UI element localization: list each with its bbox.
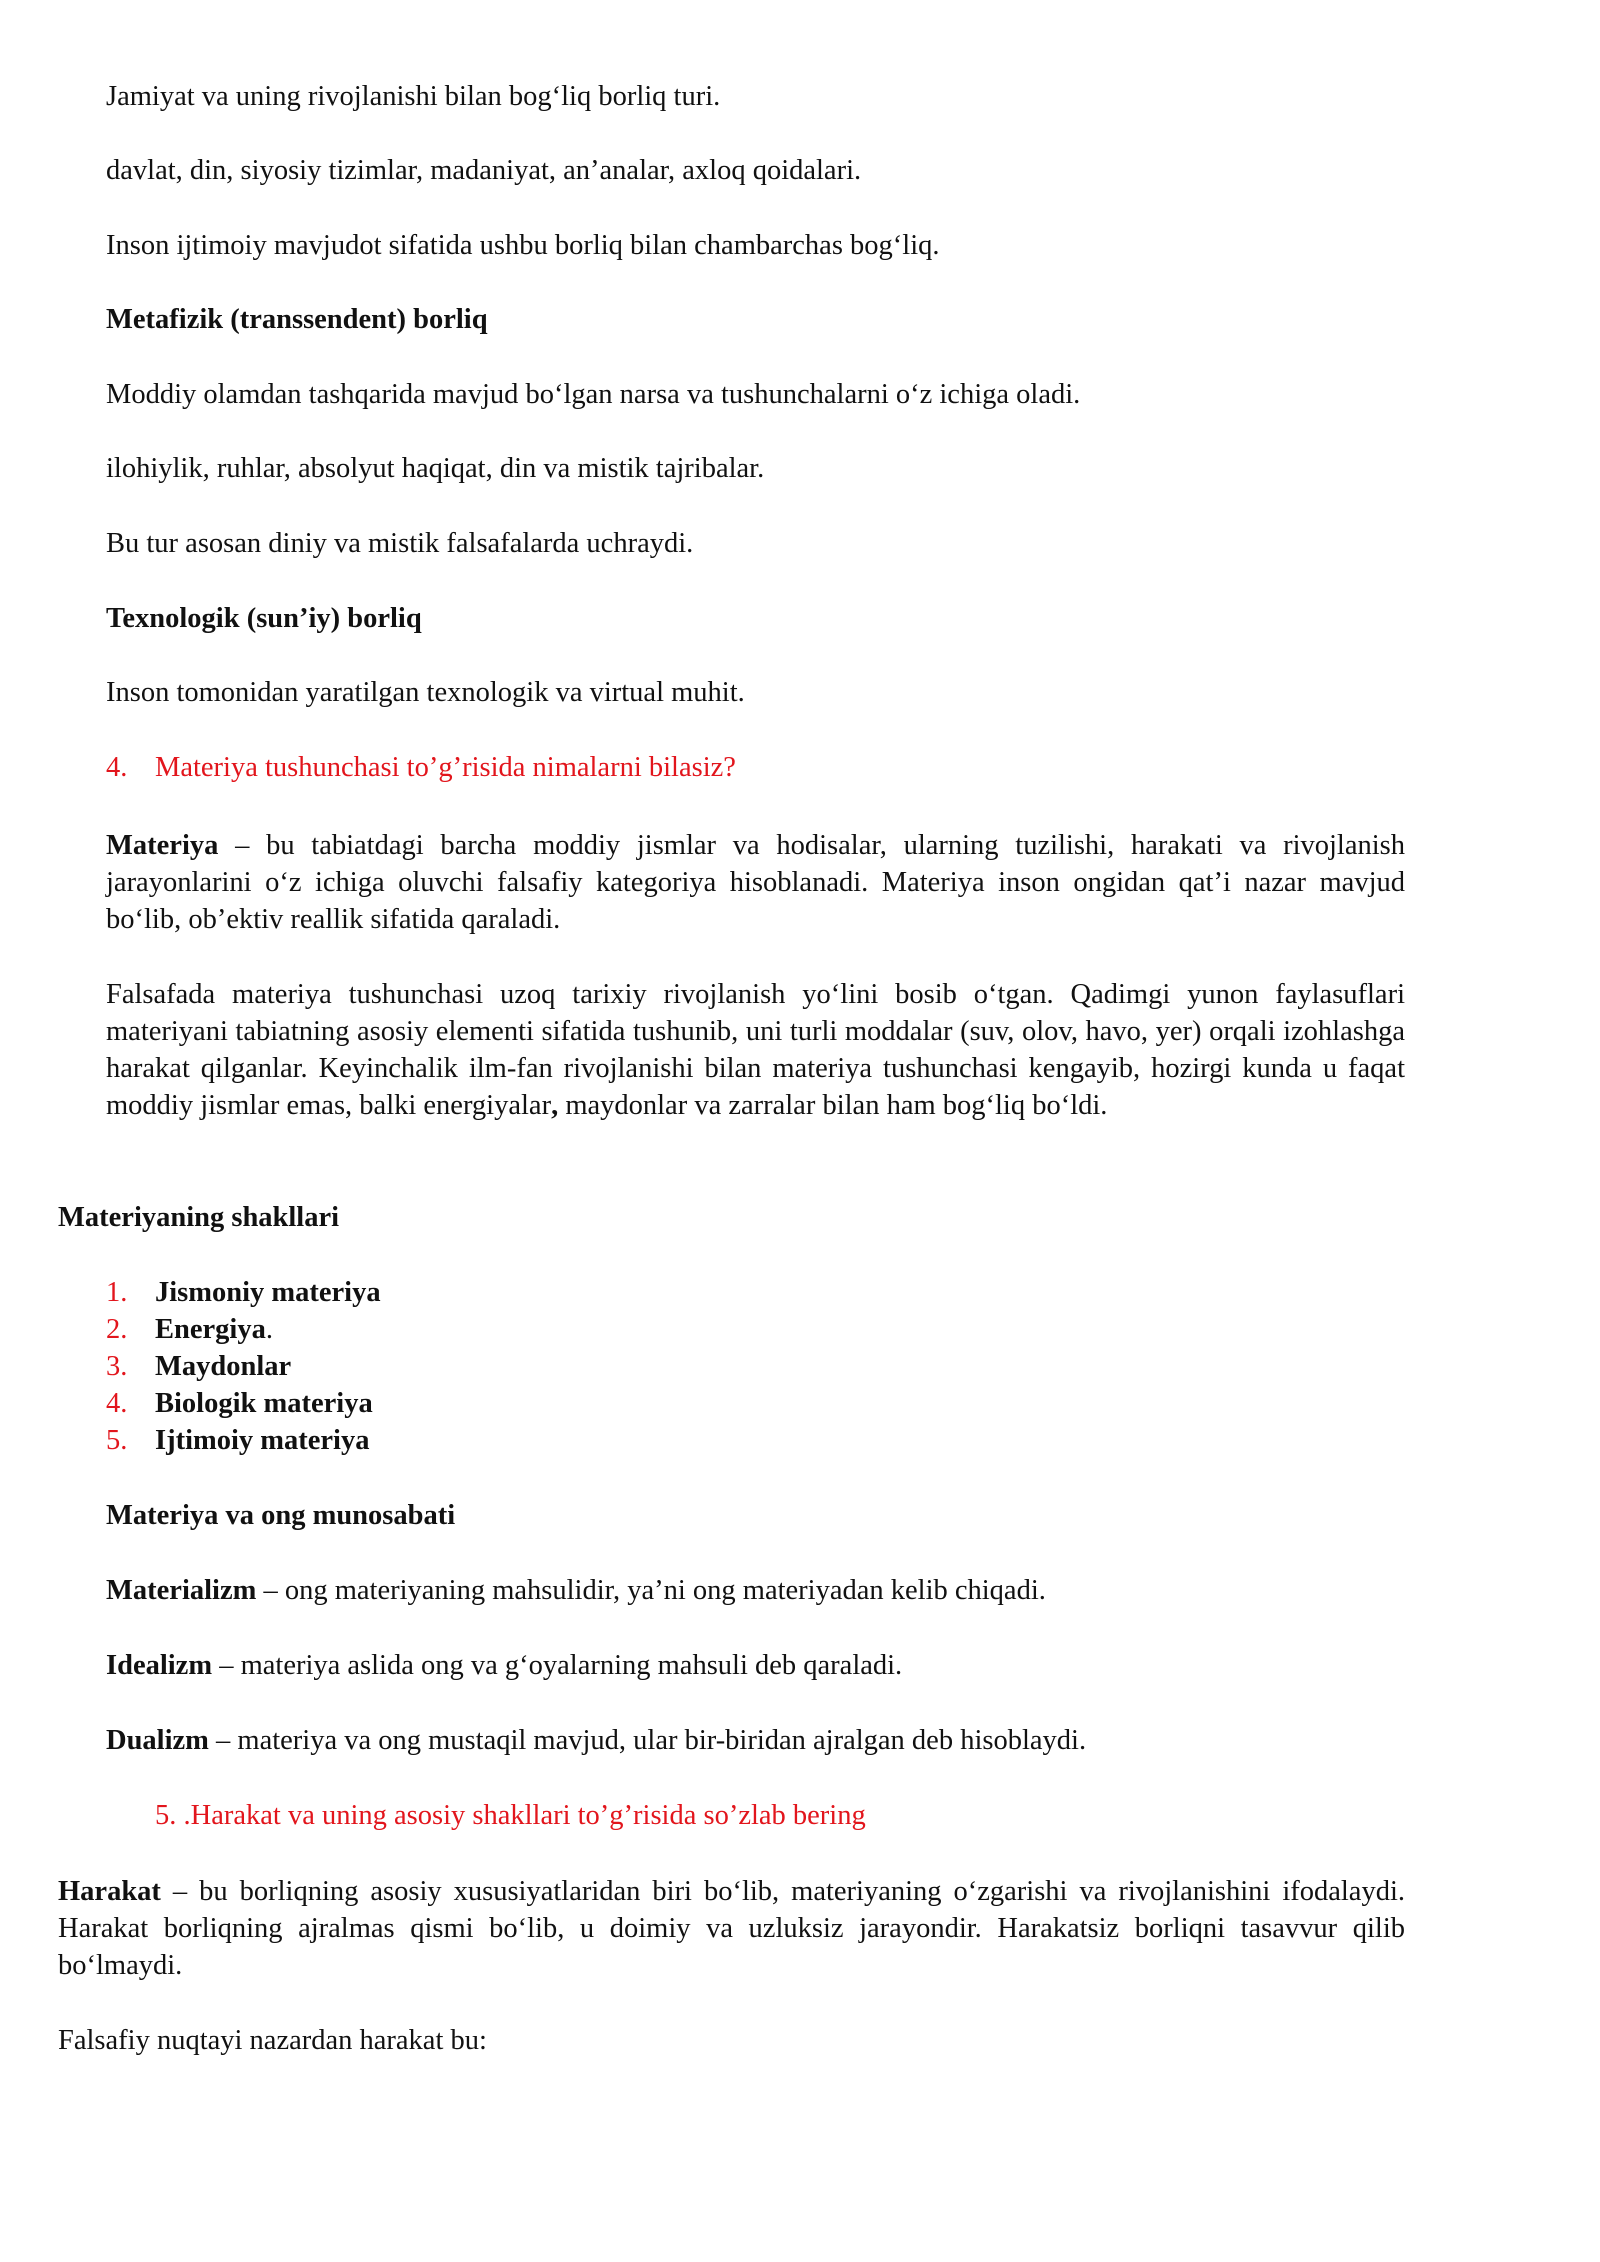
paragraph-falsafiy-nuqtayi: Falsafiy nuqtayi nazardan harakat bu:: [58, 2025, 487, 2056]
term-materializm: Materializm: [106, 1575, 257, 1606]
term-dualizm: Dualizm: [106, 1725, 209, 1756]
list-item-number: 4.: [106, 1388, 128, 1419]
harakat-definition-text: – bu borliqning asosiy xususiyatlaridan biri bo‘lib, materiyaning o‘zgarishi va rivojlanishini ifodalaydi. Harakat borliqning ajralmas qismi bo‘lib, u doimiy va uzluksiz jarayondir. Harakatsiz borliqni tasavvur qilib bo‘lmaydi.: [58, 1876, 1405, 1981]
paragraph-harakat-definition: [58, 1873, 1405, 1984]
list-item-number: 2.: [106, 1314, 128, 1345]
heading-materiyaning-shakllari: Materiyaning shakllari: [58, 1202, 340, 1233]
list-item-text: [155, 1274, 381, 1311]
list-item-label: Maydonlar: [155, 1351, 292, 1382]
list-item-label: Biologik materiya: [155, 1388, 373, 1419]
paragraph-idealizm: [106, 1647, 902, 1684]
falsafada-bold-comma: ,: [551, 1090, 559, 1121]
paragraph-materiya-definition: [106, 827, 1405, 938]
list-item-label: Ijtimoiy materiya: [155, 1425, 370, 1456]
heading-texnologik-borliq: Texnologik (sun’iy) borliq: [106, 603, 422, 634]
list-item-text: [155, 1311, 273, 1348]
question-5: 5. .Harakat va uning asosiy shakllari to’g’risida so’zlab bering: [155, 1800, 866, 1831]
falsafada-text-part1: Falsafada materiya tushunchasi uzoq tarixiy rivojlanish yo‘lini bosib o‘tgan. Qadimgi yunon faylasuflari materiyani tabiatning asosiy elementi sifatida tushunib, uni turli moddalar (suv, olov, havo, yer) orqali izohlashga harakat qilganlar. Keyinchalik ilm-fan rivojlanishi bilan materiya tushunchasi kengayib, hozirgi kunda u faqat moddiy jismlar emas, balki energiyalar: [106, 979, 1405, 1121]
paragraph-materializm: [106, 1572, 1046, 1609]
heading-materiya-va-ong: Materiya va ong munosabati: [106, 1500, 456, 1531]
materializm-text: – ong materiyaning mahsulidir, ya’ni ong materiyadan kelib chiqadi.: [256, 1575, 1046, 1606]
term-materiya: Materiya: [106, 830, 219, 861]
paragraph-examples-metafizik: ilohiylik, ruhlar, absolyut haqiqat, din va mistik tajribalar.: [106, 453, 765, 484]
list-item-text: [155, 1422, 369, 1459]
question-4: [106, 749, 736, 786]
list-item-number: 5.: [106, 1425, 128, 1456]
list-item-number: 3.: [106, 1351, 128, 1382]
paragraph-dualizm: [106, 1722, 1086, 1759]
question-4-number: 4.: [106, 752, 128, 783]
list-item-number: 1.: [106, 1277, 128, 1308]
list-item-label: Energiya: [155, 1314, 266, 1345]
idealizm-text: – materiya aslida ong va g‘oyalarning mahsuli deb qaraladi.: [212, 1650, 903, 1681]
falsafada-text-part2: maydonlar va zarralar bilan ham bog‘liq bo‘ldi.: [558, 1090, 1108, 1121]
question-4-text: Materiya tushunchasi to’g’risida nimalarni bilasiz?: [155, 752, 736, 783]
paragraph-moddiy-olam: Moddiy olamdan tashqarida mavjud bo‘lgan narsa va tushunchalarni o‘z ichiga oladi.: [106, 379, 1081, 410]
heading-metafizik-borliq: Metafizik (transsendent) borliq: [106, 304, 488, 335]
term-harakat: Harakat: [58, 1876, 161, 1907]
paragraph-inson-ijtimoiy: Inson ijtimoiy mavjudot sifatida ushbu borliq bilan chambarchas bog‘liq.: [106, 230, 940, 261]
list-item-text: [155, 1348, 291, 1385]
paragraph-falsafada-materiya: [106, 976, 1405, 1124]
paragraph-texnologik-muhit: Inson tomonidan yaratilgan texnologik va virtual muhit.: [106, 677, 745, 708]
list-item-text: [155, 1385, 373, 1422]
list-item-label: Jismoniy materiya: [155, 1277, 381, 1308]
paragraph-examples-social: davlat, din, siyosiy tizimlar, madaniyat, an’analar, axloq qoidalari.: [106, 155, 862, 186]
materiya-definition-text: – bu tabiatdagi barcha moddiy jismlar va hodisalar, ularning tuzilishi, harakati va rivojlanish jarayonlarini o‘z ichiga oluvchi falsafiy kategoriya hisoblanadi. Materiya inson ongidan qat’i nazar mavjud bo‘lib, ob’ektiv reallik sifatida qaraladi.: [106, 830, 1405, 935]
paragraph-diniy-falsafa: Bu tur asosan diniy va mistik falsafalarda uchraydi.: [106, 528, 694, 559]
term-idealizm: Idealizm: [106, 1650, 213, 1681]
dualizm-text: – materiya va ong mustaqil mavjud, ular bir-biridan ajralgan deb hisoblaydi.: [208, 1725, 1087, 1756]
list-item-suffix: .: [265, 1314, 273, 1345]
paragraph-jamiyat: Jamiyat va uning rivojlanishi bilan bog‘liq borliq turi.: [106, 81, 721, 112]
